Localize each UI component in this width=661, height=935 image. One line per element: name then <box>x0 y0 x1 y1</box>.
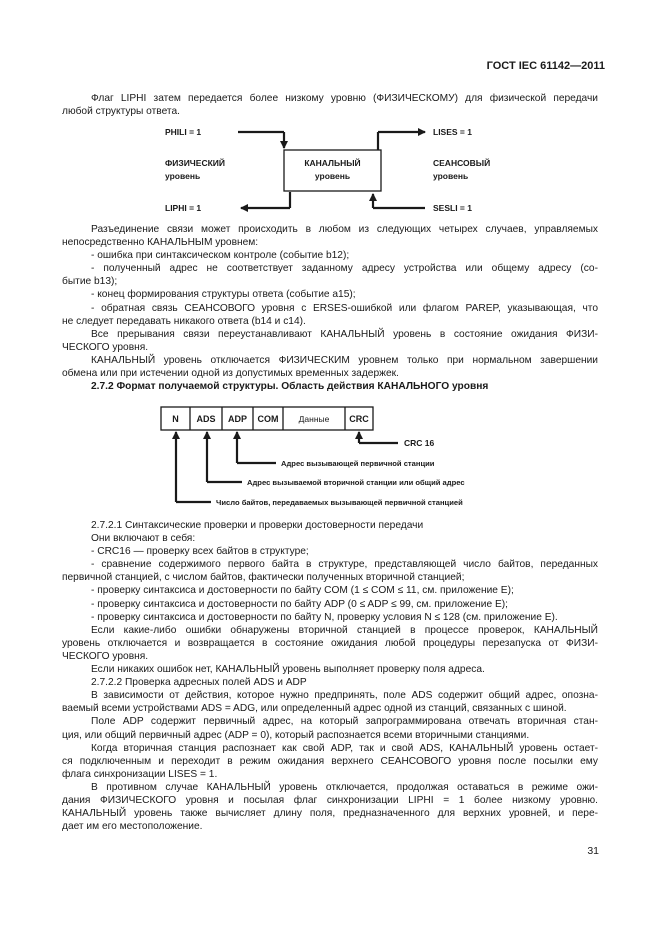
sesli-label: SESLI = 1 <box>433 203 472 213</box>
field-n: N <box>172 414 179 424</box>
phili-label: PHILI = 1 <box>165 127 202 137</box>
lises-label: LISES = 1 <box>433 127 472 137</box>
list-item: - проверку синтаксиса и достоверности по байту COM (1 ≤ COM ≤ 11, см. приложение E); <box>91 585 514 597</box>
crc-label: CRC 16 <box>404 438 435 448</box>
list-item: - обратная связь СЕАНСОВОГО уровня с ERSES-ошибкой или флагом PAREP, указывающая, что <box>91 302 598 314</box>
section-2-7-2-1: 2.7.2.1 Синтаксические проверки и проверки достоверности передачи Они включают в себя: - CRC16 — проверку всех байтов в структуре; - сравнение содержимого первого байта в структуре, представляющей число байтов, переданных первичной станцией, с числом байтов, фактически полученных вторичной станцией; - проверку синтаксиса и достоверности по байту COM (1 ≤ COM ≤ 11, см. приложение E); - проверку синтаксиса и достоверности по байту ADP (0 ≤ ADP ≤ 99, см. приложение E); - проверку синтаксиса и достоверности по байту N, проверку условия N ≤ 128 (см. приложение E). Если какие-либо ошибки обнаружены вторичной станцией в процессе проверок, КАНАЛЬНЫЙ уровень отключается и возвращается в состояние ожидания любой процедуры перезапуска от ФИЗИ- ЧЕСКОГО уровня. Если никаких ошибок нет, КАНАЛЬНЫЙ уровень выполняет проверку поля адреса. 2.7.2.2 Проверка адресных полей ADS и ADP В зависимости от действия, которое нужно предпринять, поле ADS содержит общий адрес, опозна- ваемый всеми устройствами ADS = ADG, или определенный адрес одной из станций, связанных с шиной. Поле ADP содержит первичный адрес, на который запрограммирована отвечать вторичная стан- ция, или общий первичный адрес (ADP = 0), который распознается всеми вторичными станциями. Когда вторичная станция распознает как свой ADP, так и свой ADS, КАНАЛЬНЫЙ уровень остает- ся подключенным и переходит в режим ожидания верхнего СЕАНСОВОГО уровня после посылки ему флага синхронизации LISES = 1. В противном случае КАНАЛЬНЫЙ уровень отключается, продолжая оставаться в режиме ожи- дания ФИЗИЧЕСКОГО уровня и посылая флаг синхронизации LIPHI = 1 более низкому уровню. КАНАЛЬНЫЙ уровень также вычисляет длину поля, предназначенного для верхних уровней, и пере- дает им его местоположение. <box>62 520 598 833</box>
list-item: - полученный адрес не соответствует заданному адресу устройства или общему адресу (со- <box>91 263 598 275</box>
session-layer-sublabel: уровень <box>433 171 469 181</box>
list-item: - ошибка при синтаксическом контроле (событие b12); <box>91 250 350 262</box>
page-number: 31 <box>587 845 599 857</box>
list-item: - проверку синтаксиса и достоверности по байту ADP (0 ≤ ADP ≤ 99, см. приложение E); <box>91 598 508 610</box>
liphi-label: LIPHI = 1 <box>165 203 202 213</box>
field-ads: ADS <box>196 414 216 424</box>
list-item: - сравнение содержимого первого байта в структуре, представляющей число байтов, переданных <box>91 559 598 571</box>
channel-layer-label: КАНАЛЬНЫЙ <box>304 158 361 168</box>
section-heading-2-7-2-1: 2.7.2.1 Синтаксические проверки и проверки достоверности передачи <box>91 520 424 531</box>
channel-layer-sublabel: уровень <box>314 171 351 181</box>
n-label: Число байтов, передаваемых вызывающей первичной станцией <box>216 498 463 507</box>
session-layer-label: СЕАНСОВЫЙ <box>433 158 491 168</box>
physical-layer-label: ФИЗИЧЕСКИЙ <box>165 158 225 168</box>
document-code: ГОСТ IEC 61142—2011 <box>486 60 605 72</box>
field-adp: ADP <box>227 414 248 424</box>
paragraph-liphi: Флаг LIPHI затем передается более низкому уровню (ФИЗИЧЕСКОМУ) для физической передачи любой структуры ответа. <box>62 93 598 118</box>
section-heading-2-7-2-2: 2.7.2.2 Проверка адресных полей ADS и ADP <box>91 677 307 689</box>
list-item: - конец формирования структуры ответа (событие a15); <box>91 289 356 301</box>
list-item: - CRC16 — проверку всех байтов в структуре; <box>91 546 309 558</box>
physical-layer-sublabel: уровень <box>165 171 201 181</box>
list-item: - проверку синтаксиса и достоверности по байту N, проверку условия N ≤ 128 (см. приложение E). <box>91 611 558 623</box>
field-crc: CRC <box>349 414 369 424</box>
section-heading-2-7-2: 2.7.2 Формат получаемой структуры. Область действия КАНАЛЬНОГО уровня <box>91 381 489 393</box>
field-data: Данные <box>298 414 330 424</box>
ads-label: Адрес вызываемой вторичной станции или общий адрес <box>247 478 465 487</box>
field-com: COM <box>257 414 279 424</box>
adp-label: Адрес вызывающей первичной станции <box>281 459 435 468</box>
paragraph-disconnect: Разъединение связи может происходить в любом из следующих четырех случаев, управляемых непосредственно КАНАЛЬНЫМ уровнем: - ошибка при синтаксическом контроле (событие b12); - полученный адрес не соответствует заданному адресу устройства или общему адресу (со- бытие b13); - конец формирования структуры ответа (событие a15); - обратная связь СЕАНСОВОГО уровня с ERSES-ошибкой или флагом PAREP, указывающая, что не следует передавать никакого ответа (b14 и c14). Все прерывания связи переустанавливают КАНАЛЬНЫЙ уровень в состояние ожидания ФИЗИ- ЧЕСКОГО уровня. КАНАЛЬНЫЙ уровень отключается ФИЗИЧЕСКИМ уровнем только при нормальном завершении обмена или при истечении одной из допустимых временных задержек. 2.7.2 Формат получаемой структуры. Область действия КАНАЛЬНОГО уровня <box>62 224 598 393</box>
